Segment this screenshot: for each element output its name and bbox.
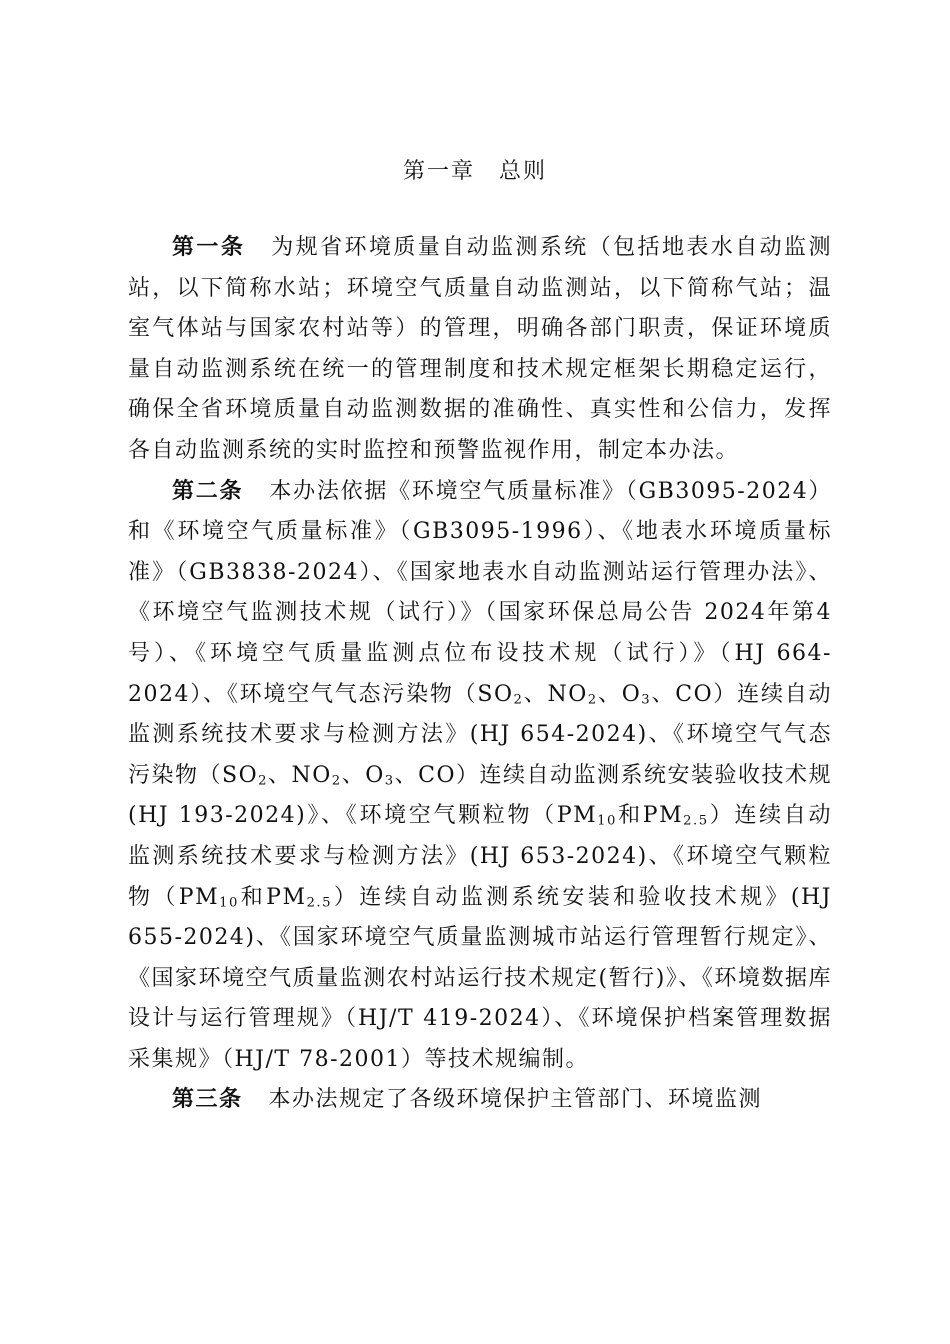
article-2 — [128, 472, 832, 1081]
subscript: 2.5 — [683, 813, 709, 829]
article-3 — [128, 1080, 832, 1121]
subscript: 10 — [597, 813, 617, 829]
subscript: 2 — [331, 773, 342, 789]
subscript: 2 — [513, 692, 524, 708]
article-text — [128, 235, 832, 463]
text-run: 和PM — [238, 884, 307, 910]
text-run: 为规省环境质量自动监测系统（包括地表水自动监测站，以下简称水站；环境空气质量自动监测站，以下简称气站；温室气体站与国家农村站等）的管理，明确各部门职责，保证环境质量自动监测系统在统一的管理制度和技术规定框架长期稳定运行，确保全省环境质量自动监测数据的准确性、真实性和公信力，发挥各自动监测系统的实时监控和预警监视作用，制定本办法。 — [128, 235, 832, 463]
text-run: 、O — [341, 762, 385, 788]
text-run: ）连续自动监测系统技术要求与检测方法》(HJ 653-2024)、《环境空气颗粒物（PM — [128, 803, 832, 910]
text-run: 本办法规定了各级环境保护主管部门、环境监测 — [268, 1087, 763, 1113]
subscript: 10 — [219, 895, 239, 911]
article-label: 第二条 — [172, 478, 244, 504]
text-run: ）连续自动监测系统安装和验收技术规》(HJ 655-2024)、《国家环境空气质量监测城市站运行管理暂行规定》、《国家环境空气质量监测农村站运行技术规定(暂行)》、《环境数据库设计与运行管理规》（HJ/T 419-2024）、《环境保护档案管理数据采集规》（HJ/T 78-2001）等技术规编制。 — [128, 884, 832, 1072]
article-text — [128, 479, 832, 1072]
text-run: 、O — [597, 681, 642, 707]
text-run: 、CO）连续自动监测系统安装验收技术规(HJ 193-2024)》、《环境空气颗粒物（PM — [128, 762, 832, 829]
text-run: 、NO — [523, 681, 588, 707]
text-run: 、NO — [268, 762, 332, 788]
article-text — [269, 1087, 763, 1112]
article-label: 第三条 — [172, 1087, 243, 1113]
subscript: 2 — [258, 773, 268, 789]
article-1 — [128, 228, 832, 472]
text-run: 和PM — [616, 803, 684, 829]
subscript: 2.5 — [306, 895, 332, 911]
text-run: 本办法依据《环境空气质量标准》（GB3095-2024）和《环境空气质量标准》（GB3095-1996）、《地表水环境质量标准》（GB3838-2024）、《国家地表水自动监测站运行管理办法》、《环境空气监测技术规（试行）》（国家环保总局公告 2024年第4号）、《环境空气质量监测点位布设技术规（试行）》（HJ 664-2024）、《环境空气气态污染物（SO — [128, 478, 832, 707]
subscript: 3 — [641, 692, 652, 708]
document-body — [128, 228, 832, 1121]
article-label: 第一条 — [172, 235, 246, 260]
text-run: 、CO）连续自动监测系统技术要求与检测方法》(HJ 654-2024)、《环境空气气态污染物（SO — [128, 681, 833, 788]
subscript: 2 — [587, 692, 598, 708]
chapter-title: 第一章 总则 — [402, 159, 547, 184]
subscript: 3 — [384, 773, 395, 789]
